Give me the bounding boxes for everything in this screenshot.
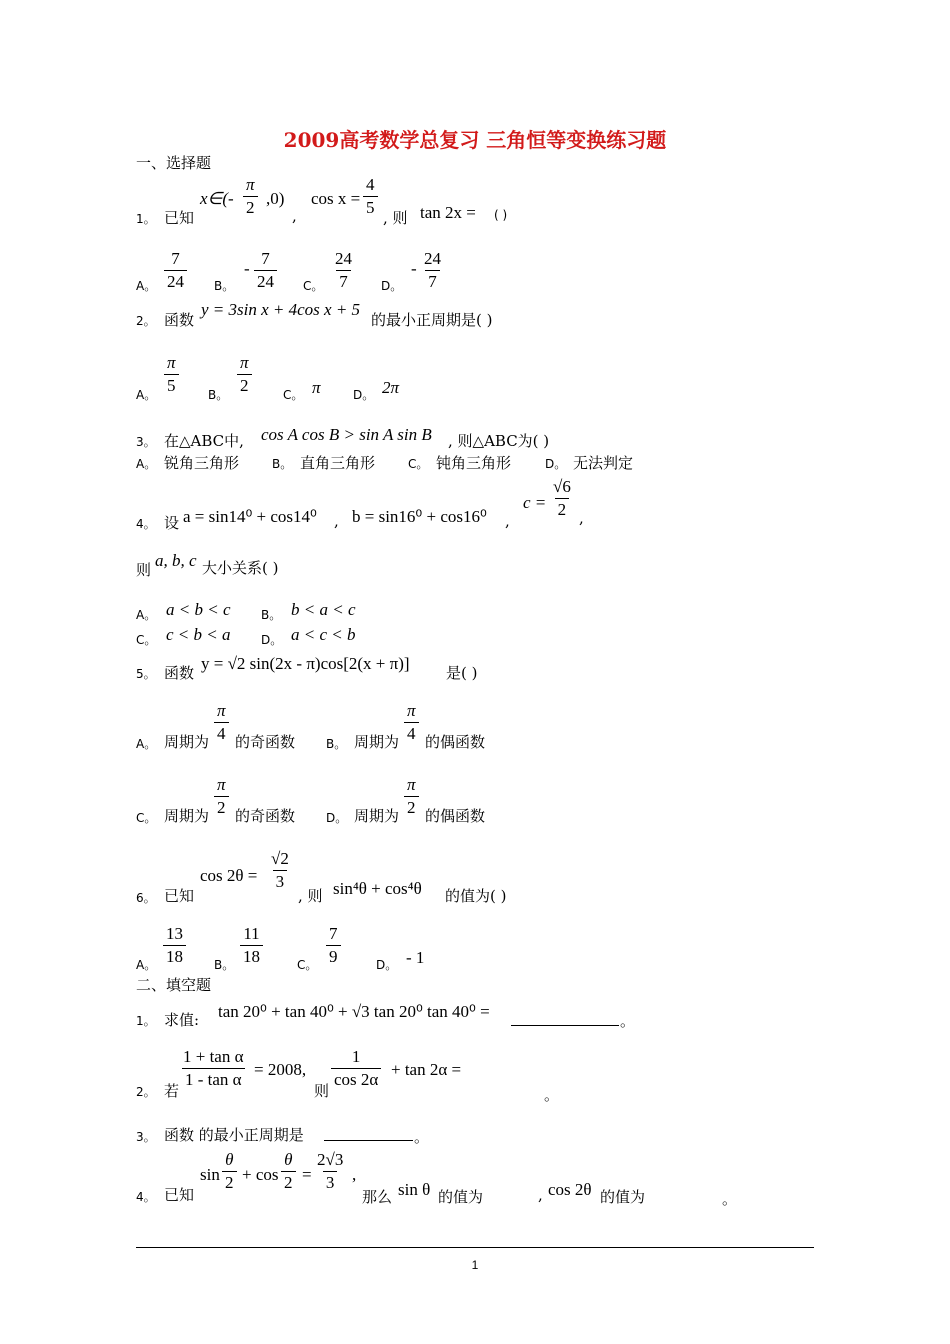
q5-option-d-post: 的偶函数 [425,807,486,825]
f3-answer-blank[interactable] [324,1124,413,1141]
f2-end: 。 [544,1086,560,1104]
q1-option-c: $\frac{24}{7}$ [335,249,352,291]
q6-option-b-label: B。 [214,958,235,972]
q1-option-a-label: A。 [136,279,157,293]
q6-option-a: $\frac{13}{18}$ [163,925,186,966]
q3-tail: , 则△ABC为( ) [448,432,550,450]
q1-then: , 则 [383,209,408,227]
q6-lead: 已知 [164,887,195,905]
q1-option-a: $\frac{7}{24}$ [164,250,187,291]
q4-option-a: a < b < c [166,600,231,619]
q5-option-b-post: 的偶函数 [425,733,486,751]
q3-option-a: 锐角三角形 [164,454,240,472]
q2-option-c-label: C。 [283,388,304,402]
q5-option-b-pre: 周期为 [354,733,400,751]
q2-option-b-label: B。 [208,388,229,402]
f3-number: 3。 [136,1130,156,1144]
q3-option-b-label: B。 [272,457,293,471]
q2-option-b: $\frac{\pi}{2}$ [237,354,252,395]
q5-option-a-label: A。 [136,737,157,751]
q4-comma-1: , [334,512,339,530]
q5-option-c-pre: 周期为 [164,807,210,825]
q1-paren: ( ) [494,208,508,222]
q1-option-b-minus: - [244,259,250,278]
f4-sin-theta: sin θ [398,1180,431,1199]
q5-option-b-label: B。 [326,737,347,751]
f3-end: 。 [414,1128,430,1146]
q2-expr: y = 3sin x + 4cos x + 5 [201,300,361,319]
q2-tail: 的最小正周期是( ) [371,311,493,329]
q2-option-d-label: D。 [353,388,375,402]
q5-option-c-post: 的奇函数 [235,807,296,825]
q6-expr2: sin⁴θ + cos⁴θ [333,879,422,898]
q2-option-c: π [312,378,321,397]
q6-number: 6。 [136,891,156,905]
f2-lead: 若 [164,1082,180,1100]
q1-option-b: $\frac{7}{24}$ [254,250,277,291]
q5-number: 5。 [136,667,156,681]
f4-sin: sin [200,1165,220,1184]
q4-abc: a, b, c [155,551,197,570]
q2-option-a: $\frac{\pi}{5}$ [164,354,179,395]
f1-lead: 求值: [164,1011,200,1029]
q5-option-d-label: D。 [326,811,348,825]
q1-cos: cos x = [311,189,361,208]
q6-tail: 的值为( ) [445,887,507,905]
q6-option-a-label: A。 [136,958,157,972]
q2-option-a-label: A。 [136,388,157,402]
q1-cond: x∈(- [200,189,234,208]
f2-plus: + tan 2α = [391,1060,462,1079]
f4-then: 那么 [362,1188,393,1206]
f4-comma: , [352,1165,357,1184]
q1-expr: tan 2x = [420,203,476,222]
q3-option-a-label: A。 [136,457,157,471]
q3-option-d: 无法判定 [573,454,634,472]
q3-option-c: 钝角三角形 [436,454,512,472]
q3-lead: 在△ABC中, [164,432,244,450]
q1-option-c-label: C。 [303,279,324,293]
q4-expr-b: b = sin16⁰ + cos16⁰ [352,507,487,526]
f4-cos2theta: cos 2θ [548,1180,592,1199]
f4-comma-2: , [538,1186,543,1204]
f4-number: 4。 [136,1190,156,1204]
f4-half-theta-2: $\frac{\theta}{2}$ [281,1151,296,1192]
q4-then: 则 [136,561,152,579]
q2-number: 2。 [136,314,156,328]
q1-four-fifths: $\frac{4}{5}$ [363,176,378,217]
f1-number: 1。 [136,1014,156,1028]
q4-option-b: b < a < c [291,600,356,619]
footer-divider [136,1247,814,1248]
q5-option-d-period: $\frac{\pi}{2}$ [404,776,419,817]
q6-expr: cos 2θ = [200,866,258,885]
page-title: 2009高考数学总复习 三角恒等变换练习题 [283,128,667,152]
q4-comma-3: , [579,509,584,527]
section-fill-heading: 二、填空题 [136,976,212,994]
q3-option-b: 直角三角形 [300,454,376,472]
q6-option-b: $\frac{11}{18}$ [240,925,263,966]
f3-text: 函数 的最小正周期是 [164,1126,304,1144]
f2-then: 则 [314,1082,330,1100]
q6-then: , 则 [298,887,323,905]
f4-lead: 已知 [164,1186,195,1204]
q5-option-c-label: C。 [136,811,157,825]
q3-option-d-label: D。 [545,457,567,471]
page-number: 1 [471,1258,479,1272]
q5-option-d-pre: 周期为 [354,807,400,825]
q4-option-d: a < c < b [291,625,356,644]
q5-option-c-period: $\frac{\pi}{2}$ [214,776,229,817]
f4-end: 。 [722,1190,738,1208]
q6-option-d-label: D。 [376,958,398,972]
q4-option-d-label: D。 [261,633,283,647]
q1-option-d-label: D。 [381,279,403,293]
q6-option-c: $\frac{7}{9}$ [326,925,341,966]
q3-expr: cos A cos B > sin A sin B [261,425,432,444]
q6-option-d: - 1 [406,948,425,967]
f1-end: 。 [620,1012,636,1030]
q4-option-a-label: A。 [136,608,157,622]
q4-expr-a: a = sin14⁰ + cos14⁰ [183,507,317,526]
section-choice-heading: 一、选择题 [136,154,212,172]
f2-fraction-2: $\frac{1}{\cos 2\alpha}$ [331,1048,381,1089]
q1-option-b-label: B。 [214,279,235,293]
f4-half-theta-1: $\frac{\theta}{2}$ [222,1151,237,1192]
q4-option-c-label: C。 [136,633,157,647]
q4-number: 4。 [136,517,156,531]
f1-expr: tan 20⁰ + tan 40⁰ + √3 tan 20⁰ tan 40⁰ = [218,1002,490,1021]
f4-plus-cos: + cos [242,1165,279,1184]
q5-expr: y = √2 sin(2x - π)cos[2(x + π)] [201,654,410,673]
q1-option-d-minus: - [411,259,417,278]
q1-pi-over-2: $\frac{\pi}{2}$ [243,176,258,217]
q5-lead: 函数 [164,664,195,682]
q5-tail: 是( ) [446,664,478,682]
f4-value: $\frac{2√3}{3}$ [317,1150,344,1192]
f4-value-label-1: 的值为 [438,1188,484,1206]
f2-number: 2。 [136,1085,156,1099]
q1-option-d: $\frac{24}{7}$ [424,249,441,291]
q1-number: 1。 [136,212,156,226]
q4-comma-2: , [505,512,510,530]
q5-option-a-post: 的奇函数 [235,733,296,751]
q2-option-d: 2π [382,378,400,397]
q2-lead: 函数 [164,311,195,329]
q6-option-c-label: C。 [297,958,318,972]
q4-lead: 设 [164,514,180,532]
q3-number: 3。 [136,435,156,449]
q1-lead: 已知 [164,209,195,227]
f4-value-label-2: 的值为 [600,1188,646,1206]
f1-answer-blank[interactable] [511,1008,619,1026]
q6-value: $\frac{√2}{3}$ [271,849,289,891]
q4-option-b-label: B。 [261,608,282,622]
q1-comma: , [292,207,297,225]
q5-option-b-period: $\frac{\pi}{4}$ [404,702,419,743]
q1-cond-end: ,0) [266,189,285,208]
f2-eq: = 2008, [254,1060,307,1079]
q5-option-a-period: $\frac{\pi}{4}$ [214,702,229,743]
q3-option-c-label: C。 [408,457,429,471]
q4-tail: 大小关系( ) [202,559,279,577]
q4-c-value: $\frac{√6}{2}$ [553,477,571,519]
f4-eq: = [302,1165,312,1184]
f2-fraction-1: $\frac{\text{1 + tan α}}{\text{1 - tan α}}$ [183,1047,244,1089]
q4-option-c: c < b < a [166,625,231,644]
q5-option-a-pre: 周期为 [164,733,210,751]
q4-c-eq: c = [523,493,547,512]
